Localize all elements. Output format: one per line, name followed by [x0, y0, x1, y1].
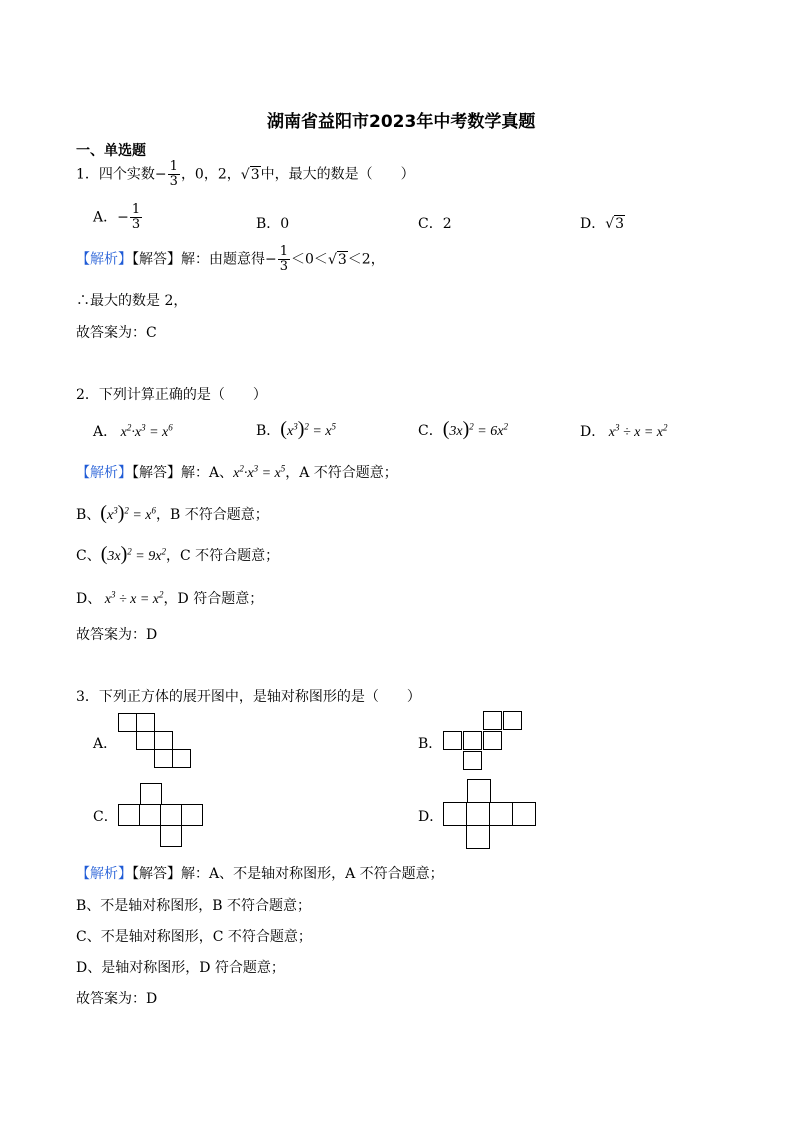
q2-option-a: A． $x^2\cdot x^3 = x^6$ — [93, 422, 173, 440]
q1-answer-line2: ∴最大的数是 2， — [76, 293, 188, 309]
q3-option-b-net — [443, 711, 528, 773]
q3-answer-b: B、不是轴对称图形，B 不符合题意； — [76, 898, 312, 914]
q3-option-d-net — [443, 779, 543, 849]
q2-option-d: D． $x^3 \div x = x^2$ — [580, 422, 668, 440]
q1-answer: 【解析】【解答】解：由题意得− $\frac{1}{3}$ ＜0＜√3＜2， — [76, 244, 385, 274]
q2-answer-a: 【解析】【解答】解：A、$x^2\cdot x^3 = x^5$，A 不符合题意； — [76, 463, 398, 481]
q2-final: 故答案为：D — [76, 627, 158, 643]
q1-option-b: B．0 — [256, 216, 290, 232]
q1-option-c: C．2 — [418, 216, 452, 232]
q2-stem: 2．下列计算正确的是（ ） — [76, 387, 267, 403]
q3-option-a-net — [118, 713, 198, 771]
sqrt: √3 — [240, 166, 260, 183]
q1-option-a: A．− $\frac{1}{3}$ — [93, 202, 141, 232]
q3-answer-a: 【解析】【解答】解：A、不是轴对称图形，A 不符合题意； — [76, 866, 444, 882]
q3-answer-c: C、不是轴对称图形，C 不符合题意； — [76, 929, 312, 945]
q1-final: 故答案为：C — [76, 325, 157, 341]
section-heading: 一、单选题 — [76, 143, 146, 159]
q3-option-c-label: C． — [93, 809, 118, 825]
q3-option-c-net — [118, 783, 208, 845]
q1-stem: 1．四个实数− $\frac{1}{3}$ ，0，2，√3中，最大的数是（ ） — [76, 159, 415, 189]
q3-option-b-label: B． — [418, 736, 443, 752]
q2-answer-d: D、 $x^3 \div x = x^2$，D 符合题意； — [76, 589, 264, 607]
q2-answer-b: B、$(x^3)^2 = x^6$，B 不符合题意； — [76, 502, 269, 524]
q3-option-a-label: A． — [93, 736, 118, 752]
fraction: $\frac{1}{3}$ — [169, 159, 178, 189]
q2-answer-c: C、$(3x)^2 = 9x^2$，C 不符合题意； — [76, 543, 280, 565]
q3-answer-d: D、是轴对称图形，D 符合题意； — [76, 960, 285, 976]
q1-option-d: D．√3 — [580, 216, 625, 232]
q3-final: 故答案为：D — [76, 991, 158, 1007]
page-title: 湖南省益阳市2023年中考数学真题 — [267, 112, 536, 132]
q3-option-d-label: D． — [418, 809, 444, 825]
q2-option-c: C．$(3x)^2 = 6x^2$ — [418, 418, 508, 440]
q2-option-b: B．$(x^3)^2 = x^5$ — [256, 418, 337, 440]
q3-stem: 3．下列正方体的展开图中，是轴对称图形的是（ ） — [76, 689, 421, 705]
